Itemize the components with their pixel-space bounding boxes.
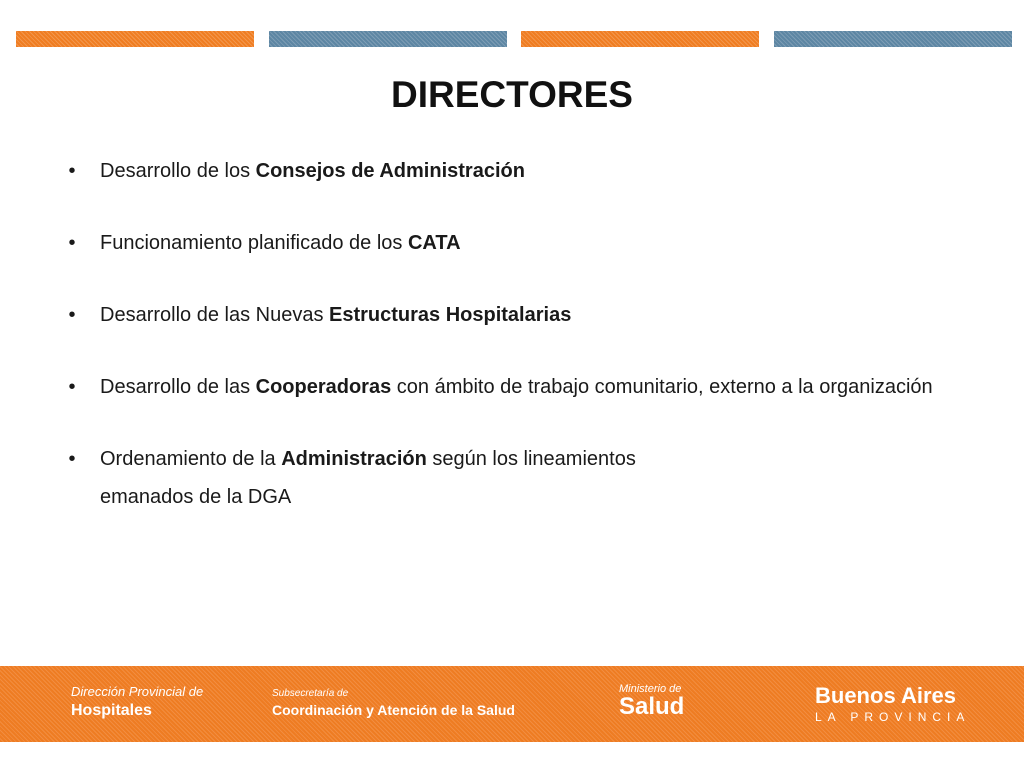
bullet-continuation: emanados de la DGA [100, 486, 292, 508]
slide-title: DIRECTORES [391, 74, 633, 115]
top-accent-bar-4 [774, 31, 1012, 47]
bullet-text [100, 376, 933, 398]
ministerio-label: Ministerio de [619, 683, 682, 695]
bullet-fragment: Desarrollo de las [100, 376, 256, 398]
bullet-emphasis: CATA [407, 232, 461, 254]
la-provincia-label: LA PROVINCIA [815, 710, 971, 724]
bullet-dot-icon: • [68, 304, 76, 326]
top-accent-bar-2 [269, 31, 507, 47]
bullet-item [62, 444, 962, 513]
bullet-item [62, 300, 962, 331]
bullet-emphasis: Estructuras Hospitalarias [329, 304, 572, 326]
bullet-emphasis: Cooperadoras [255, 376, 392, 398]
subsecretaria-logo [272, 688, 515, 718]
bullet-fragment: Ordenamiento de la [100, 448, 282, 470]
bullet-text [100, 304, 571, 326]
bullet-item [62, 372, 962, 403]
hospitales-label: Hospitales [71, 702, 152, 719]
bullet-fragment: Desarrollo de los [100, 160, 256, 182]
bullet-text [100, 232, 461, 254]
bullet-dot-icon: • [68, 160, 76, 182]
bullet-fragment: Funcionamiento planificado de los [100, 232, 408, 254]
bullet-emphasis: Administración [281, 448, 427, 470]
buenos-aires-logo [815, 684, 970, 724]
top-accent-bar-3 [521, 31, 759, 47]
bullet-dot-icon: • [68, 376, 76, 398]
buenos-aires-label: Buenos Aires [815, 683, 957, 708]
bullet-item [62, 228, 962, 259]
bullet-text [100, 448, 962, 513]
ministerio-logo [619, 683, 684, 719]
direccion-label: Dirección Provincial de [71, 684, 204, 699]
bullet-dot-icon: • [68, 448, 76, 470]
coordinacion-label: Coordinación y Atención de la Salud [272, 702, 515, 718]
bullet-fragment: según los lineamientos [426, 448, 636, 470]
bullet-fragment: con ámbito de trabajo comunitario, externo a la organización [391, 376, 933, 398]
direccion-provincial-logo [71, 684, 203, 720]
bullet-item [62, 156, 962, 187]
bullet-list [62, 156, 962, 513]
top-accent-bar-1 [16, 31, 254, 47]
subsecretaria-label: Subsecretaría de [272, 688, 349, 699]
bullet-dot-icon: • [68, 232, 76, 254]
bullet-emphasis: Consejos de Administración [255, 160, 525, 182]
bullet-fragment: Desarrollo de las Nuevas [100, 304, 329, 326]
footer-banner [0, 666, 1024, 742]
bullet-text [100, 160, 525, 182]
salud-label: Salud [619, 693, 685, 720]
